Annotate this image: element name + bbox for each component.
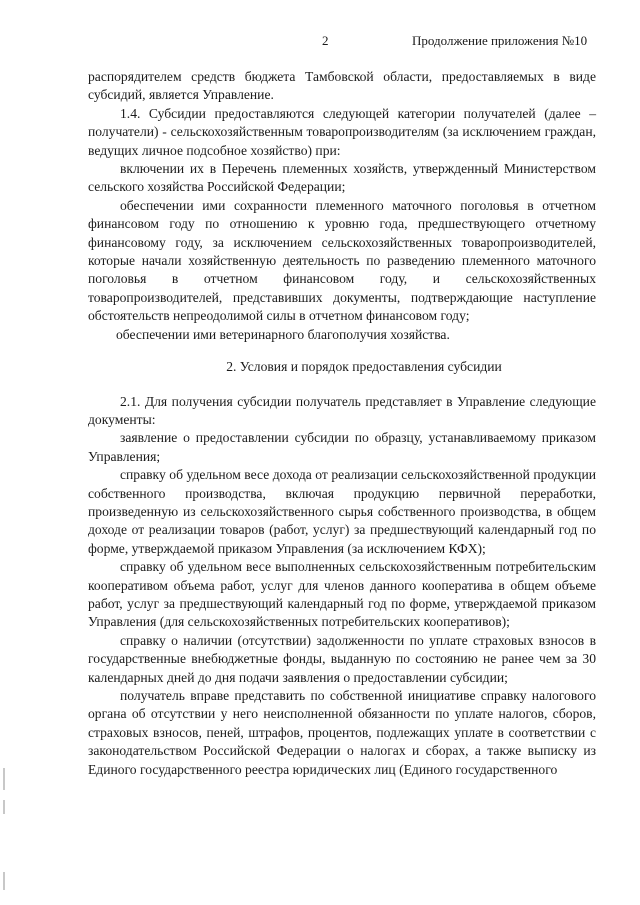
scan-margin-mark (3, 768, 5, 790)
scan-margin-mark (3, 872, 5, 890)
appendix-continuation-label: Продолжение приложения №10 (412, 33, 588, 48)
page-header (0, 33, 640, 51)
paragraph: обеспечении ими сохранности племенного маточного поголовья в отчетном финансовом году по отношению к уровню года, предшествующего отчетному финансовому году, за исключением сельскохозяйственных товаропроизводителей, которые начали хозяйственную деятельность по разведению племенного маточного поголовья в отчетном финансовом году, и сельскохозяйственных товаропроизводителей, представивших документы, подтверждающие наступление обстоятельств непреодолимой силы в отчетном финансовом году; (88, 197, 596, 324)
paragraph: заявление о предоставлении субсидии по образцу, устанавливаемому приказом Управления; (88, 430, 596, 464)
paragraph: 2.1. Для получения субсидии получатель представляет в Управление следующие документы: (88, 393, 596, 427)
paragraph: распорядителем средств бюджета Тамбовской области, предоставляемых в виде субсидий, является Управление. (88, 69, 596, 103)
paragraph: справку об удельном весе выполненных сельскохозяйственным потребительским кооперативом объема работ, услуг для членов данного кооператива в общем объеме работ, услуг за предшествующий календарный год по форме, утверждаемой приказом Управления (для сельскохозяйственных потребительских кооперативов); (88, 559, 596, 630)
paragraph: справку о наличии (отсутствии) задолженности по уплате страховых взносов в государственные внебюджетные фонды, выданную по состоянию не ранее чем за 30 календарных дней до дня подачи заявления о предоставлении субсидии; (88, 632, 596, 685)
section-heading: 2. Условия и порядок предоставления субсидии (226, 359, 502, 375)
document-body (88, 68, 596, 779)
scan-margin-mark (3, 800, 5, 814)
paragraph: получатель вправе представить по собственной инициативе справку налогового органа об отсутствии у него неисполненной обязанности по уплате налогов, сборов, страховых взносов, пеней, штрафов, процентов, подлежащих уплате в соответствии с законодательством Российской Федерации о налогах и сборах, а также выписку из Единого государственного реестра юридических лиц (Единого государственного (88, 688, 596, 777)
paragraph: 1.4. Субсидии предоставляются следующей категории получателей (далее – получатели) - сельскохозяйственным товаропроизводителям (за исключением граждан, ведущих личное подсобное хозяйство) при: (88, 105, 596, 158)
paragraph: справку об удельном весе дохода от реализации сельскохозяйственной продукции собственного производства, включая продукцию первичной переработки, произведенную из сельскохозяйственного сырья собственного производства, в общем доходе от реализации товаров (работ, услуг) за предшествующий календарный год по форме, утверждаемой приказом Управления (за исключением КФХ); (88, 467, 596, 556)
paragraph: обеспечении ими ветеринарного благополучия хозяйства. (116, 326, 450, 342)
page-number: 2 (322, 33, 329, 48)
paragraph: включении их в Перечень племенных хозяйств, утвержденный Министерством сельского хозяйства Российской Федерации; (88, 161, 596, 195)
